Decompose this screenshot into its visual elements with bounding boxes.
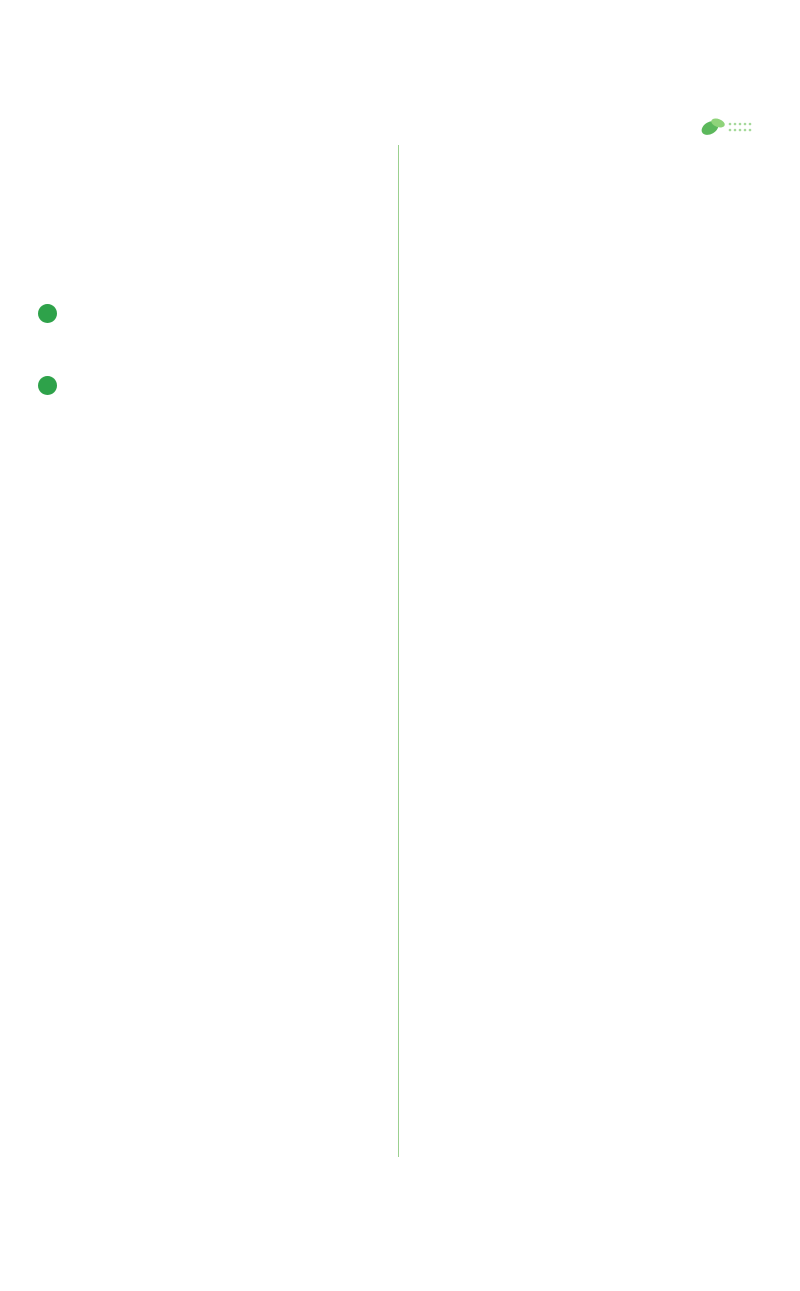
answer-line <box>38 150 393 187</box>
left-column <box>38 150 393 525</box>
section-title-16 <box>38 335 393 375</box>
column-divider <box>398 145 399 1157</box>
answer-line <box>38 261 393 298</box>
answer-line <box>38 187 393 224</box>
page-header <box>692 112 760 142</box>
question-number-badge <box>38 304 57 323</box>
leaf-decoration-icon <box>700 114 760 140</box>
answer-line <box>38 224 393 261</box>
question-6 <box>38 298 393 335</box>
matching-exercise <box>38 375 393 525</box>
matching-characters <box>38 379 318 403</box>
